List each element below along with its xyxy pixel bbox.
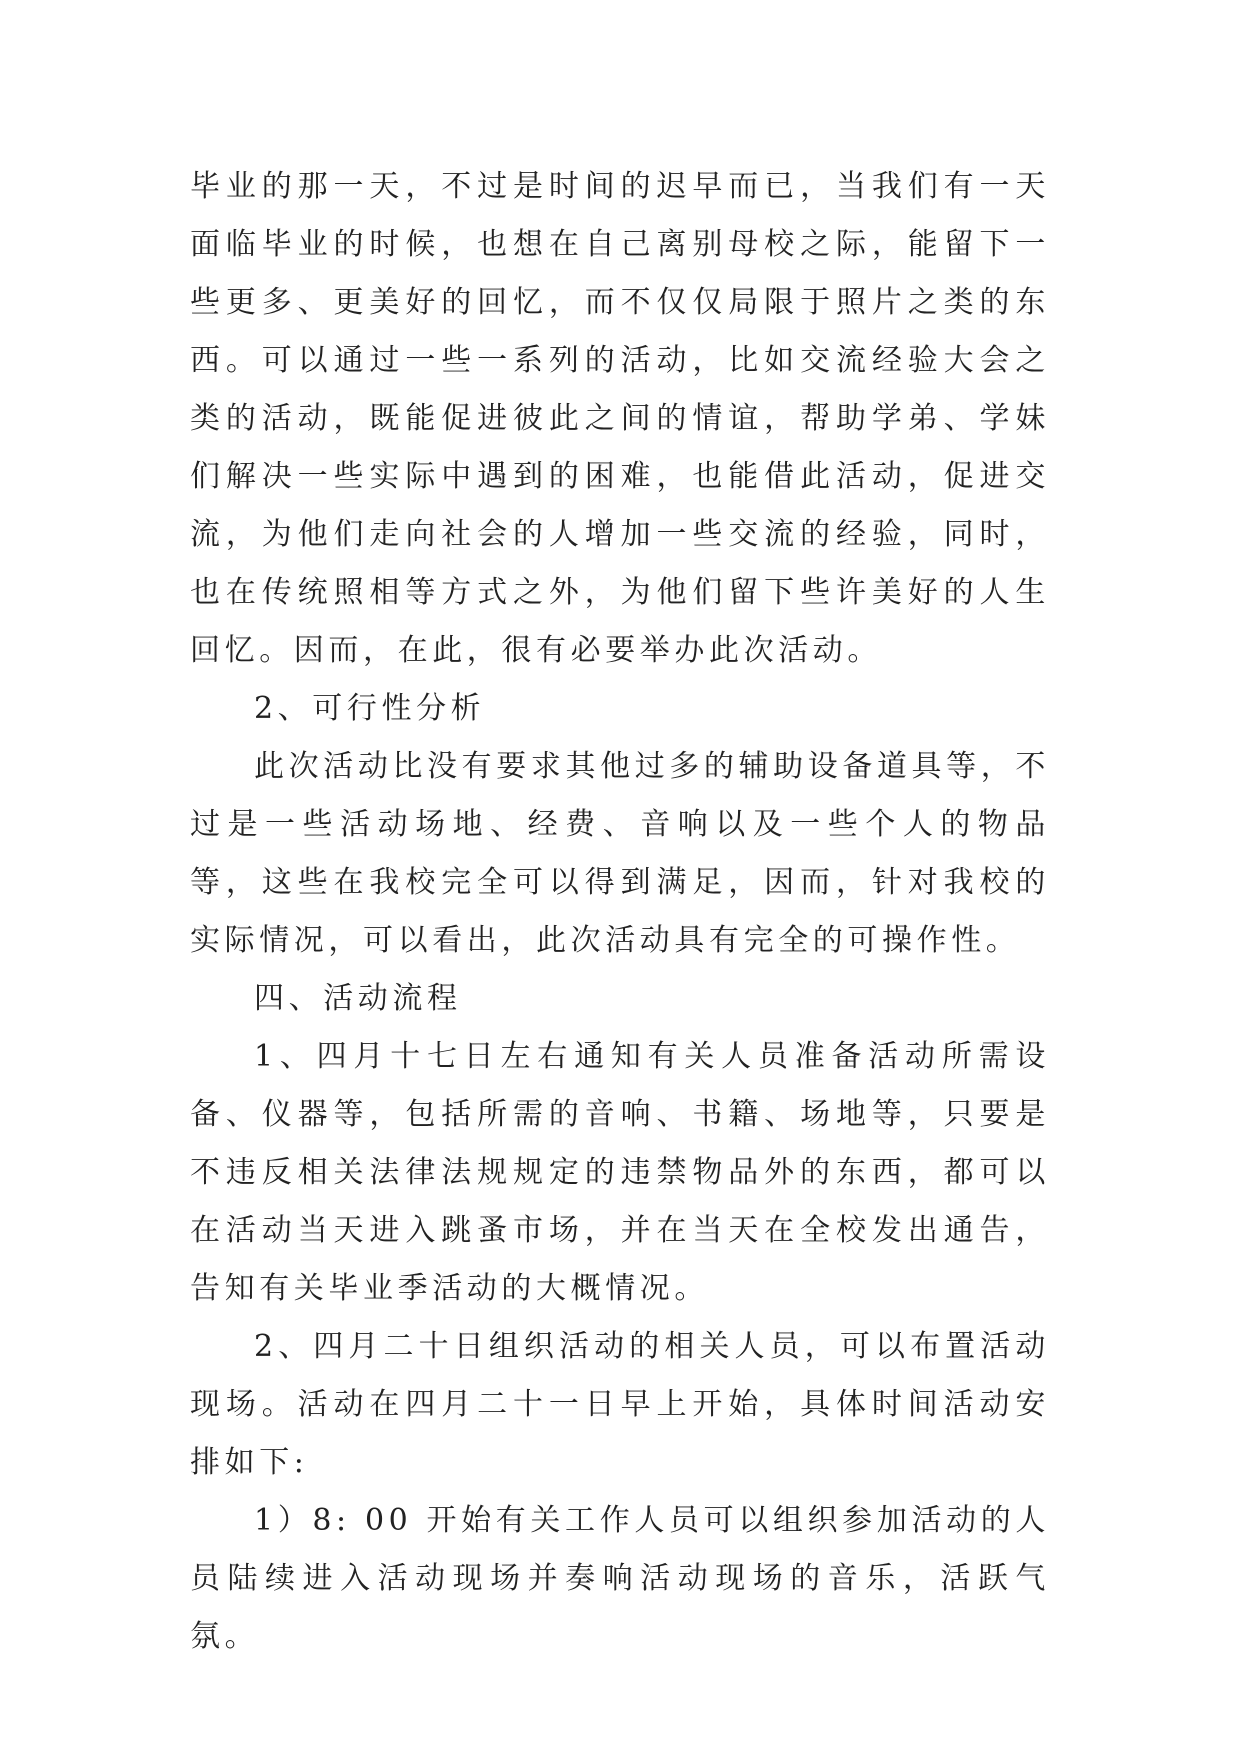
section-heading-feasibility: 2、可行性分析 xyxy=(254,691,486,726)
paragraph-schedule-1: 1）8: 00 开始有关工作人员可以组织参加活动的人员陆续进入活动现场并奏响活动现场的音乐，活跃气氛。 xyxy=(190,1503,1050,1654)
paragraph-feasibility: 此次活动比没有要求其他过多的辅助设备道具等，不过是一些活动场地、经费、音响以及一些个人的物品等，这些在我校完全可以得到满足，因而，针对我校的实际情况，可以看出，此次活动具有完全的可操作性。 xyxy=(190,749,1050,958)
document-body xyxy=(190,158,1050,1666)
paragraph-step-1: 1、四月十七日左右通知有关人员准备活动所需设备、仪器等，包括所需的音响、书籍、场地等，只要是不违反相关法律法规规定的违禁物品外的东西，都可以在活动当天进入跳蚤市场，并在当天在全校发出通告，告知有关毕业季活动的大概情况。 xyxy=(190,1039,1050,1306)
paragraph-step-2: 2、四月二十日组织活动的相关人员，可以布置活动现场。活动在四月二十一日早上开始，具体时间活动安排如下: xyxy=(190,1329,1050,1480)
paragraph-background: 毕业的那一天，不过是时间的迟早而已，当我们有一天面临毕业的时候，也想在自己离别母校之际，能留下一些更多、更美好的回忆，而不仅仅局限于照片之类的东西。可以通过一些一系列的活动，比如交流经验大会之类的活动，既能促进彼此之间的情谊，帮助学弟、学妹们解决一些实际中遇到的困难，也能借此活动，促进交流，为他们走向社会的人增加一些交流的经验，同时，也在传统照相等方式之外，为他们留下些许美好的人生回忆。因而，在此，很有必要举办此次活动。 xyxy=(190,169,1050,668)
section-heading-process: 四、活动流程 xyxy=(254,981,462,1016)
